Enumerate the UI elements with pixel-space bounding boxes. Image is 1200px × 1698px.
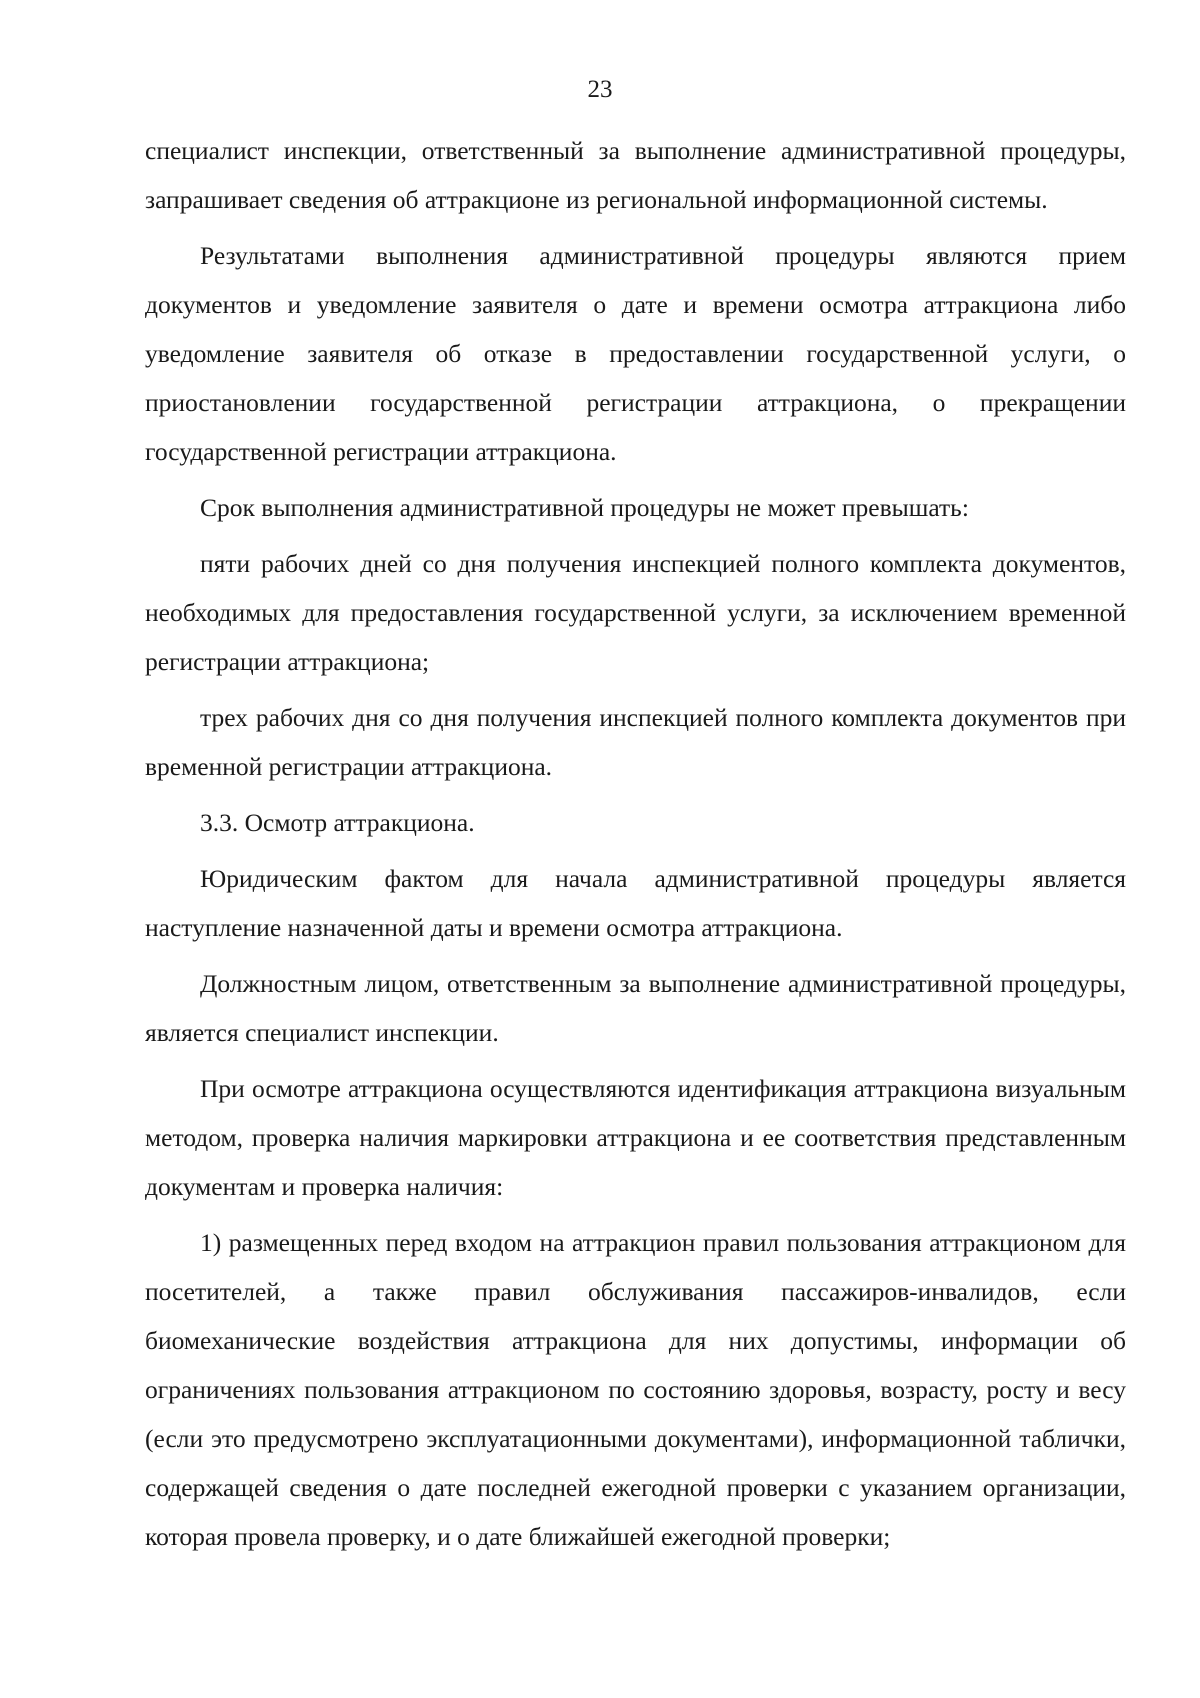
paragraph-continuation: специалист инспекции, ответственный за выполнение административной процедуры, запрашивает сведения об аттракционе из региональной информационной системы. xyxy=(145,136,1126,214)
paragraph-inspection: При осмотре аттракциона осуществляются идентификация аттракциона визуальным методом, проверка наличия маркировки аттракциона и ее соответствия представленным документам и проверка наличия: xyxy=(145,1074,1126,1201)
paragraph-deadline-three-days: трех рабочих дня со дня получения инспекцией полного комплекта документов при временной регистрации аттракциона. xyxy=(145,703,1126,781)
paragraph-responsible-official: Должностным лицом, ответственным за выполнение административной процедуры, является специалист инспекции. xyxy=(145,969,1126,1047)
paragraph-results: Результатами выполнения административной процедуры являются прием документов и уведомление заявителя о дате и времени осмотра аттракциона либо уведомление заявителя об отказе в предоставлении государственной услуги, о приостановлении государственной регистрации аттракциона, о прекращении государственной регистрации аттракциона. xyxy=(145,241,1126,466)
paragraph-deadline-five-days: пяти рабочих дней со дня получения инспекцией полного комплекта документов, необходимых для предоставления государственной услуги, за исключением временной регистрации аттракциона; xyxy=(145,549,1126,676)
section-heading-3-3: 3.3. Осмотр аттракциона. xyxy=(200,808,475,837)
list-item-1: 1) размещенных перед входом на аттракцион правил пользования аттракционом для посетителей, а также правил обслуживания пассажиров-инвалидов, если биомеханические воздействия аттракциона для них допустимы, информации об ограничениях пользования аттракционом по состоянию здоровья, возрасту, росту и весу (если это предусмотрено эксплуатационными документами), информационной таблички, содержащей сведения о дате последней ежегодной проверки с указанием организации, которая провела проверку, и о дате ближайшей ежегодной проверки; xyxy=(145,1228,1126,1551)
document-body xyxy=(145,126,1126,1568)
paragraph-deadline: Срок выполнения административной процедуры не может превышать: xyxy=(200,493,969,522)
page-number: 23 xyxy=(587,76,613,103)
paragraph-legal-fact: Юридическим фактом для начала административной процедуры является наступление назначенной даты и времени осмотра аттракциона. xyxy=(145,864,1126,942)
